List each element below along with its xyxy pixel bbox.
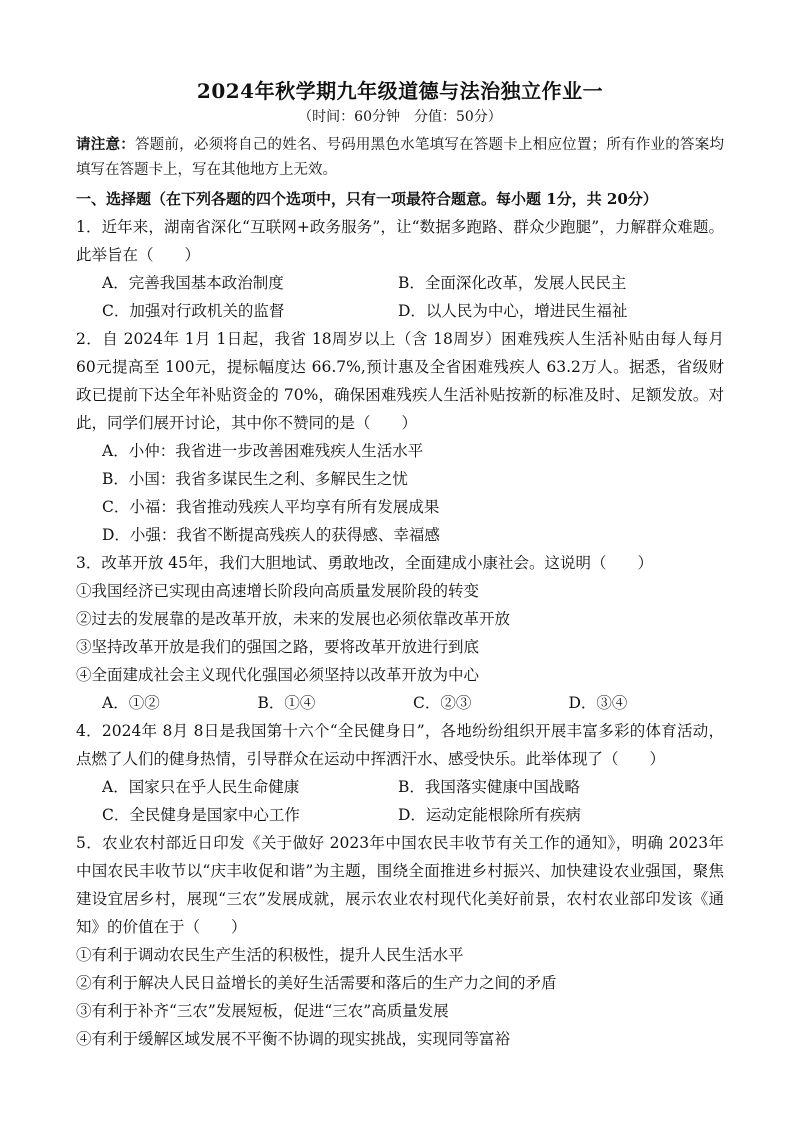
question-5 (76, 829, 724, 1053)
statement-1: ①有利于调动农民生产生活的积极性，提升人民生活水平 (76, 946, 464, 964)
option-row (76, 773, 724, 801)
question-3 (76, 549, 724, 717)
option-a: A．①② (102, 694, 160, 712)
option-c: C．②③ (413, 694, 472, 712)
option-b: B．我国落实健康中国战略 (398, 778, 580, 796)
statement-2: ②有利于解决人民日益增长的美好生活需要和落后的生产力之间的矛盾 (76, 974, 557, 992)
option-row (76, 465, 724, 493)
option-b: B．全面深化改革，发展人民民主 (398, 274, 627, 292)
worksheet-page (76, 76, 724, 1053)
question-stem: 2．自 2024年 1月 1日起，我省 18周岁以上（含 18周岁）困难残疾人生活补贴由每人每月 60元提高至 100元，提标幅度达 66.7%,预计惠及全省困难残疾人 63.2万人。据悉，省级财政已提前下达全年补贴资金的 70%，确保困难残疾人生活补贴按新的标准及时、足额发放。对此，同学们展开讨论，其中你不赞同的是（ ） (76, 330, 724, 432)
option-row (76, 521, 724, 549)
statement-1: ①我国经济已实现由高速增长阶段向高质量发展阶段的转变 (76, 582, 480, 600)
statement-4: ④全面建成社会主义现代化强国必须坚持以改革开放为中心 (76, 666, 480, 684)
question-stem: 3．改革开放 45年，我们大胆地试、勇敢地改，全面建成小康社会。这说明（ ） (76, 554, 654, 572)
question-4 (76, 717, 724, 829)
statement-4: ④有利于缓解区域发展不平衡不协调的现实挑战，实现同等富裕 (76, 1030, 511, 1048)
option-b: B．①④ (257, 694, 316, 712)
option-d: D．以人民为中心，增进民生福祉 (398, 302, 628, 320)
option-row (76, 801, 724, 829)
page-subtitle: （时间：60分钟 分值：50分） (298, 109, 502, 125)
option-a: A．小仲：我省进一步改善困难残疾人生活水平 (102, 442, 424, 460)
option-row (76, 689, 724, 717)
option-row (76, 493, 724, 521)
question-stem: 4．2024年 8月 8日是我国第十六个“全民健身日”，各地纷纷组织开展丰富多彩的体育活动，点燃了人们的健身热情，引导群众在运动中挥洒汗水、感受快乐。此举体现了（ ） (76, 722, 724, 768)
option-d: D．③④ (568, 694, 628, 712)
question-2 (76, 325, 724, 549)
question-stem: 1．近年来，湖南省深化“互联网+政务服务”，让“数据多跑路、群众少跑腿”，力解群众难题。此举旨在（ ） (76, 218, 724, 264)
statement-3: ③坚持改革开放是我们的强国之路，要将改革开放进行到底 (76, 638, 480, 656)
option-row (76, 297, 724, 325)
section-heading: 一、选择题（在下列各题的四个选项中，只有一项最符合题意。每小题 1分，共 20分） (76, 190, 658, 208)
option-d: D．小强：我省不断提高残疾人的获得感、幸福感 (102, 526, 440, 544)
statement-3: ③有利于补齐“三农”发展短板，促进“三农”高质量发展 (76, 1002, 449, 1020)
question-1 (76, 213, 724, 325)
notice-label: 请注意： (76, 136, 135, 153)
option-row (76, 437, 724, 465)
option-b: B．小国：我省多谋民生之利、多解民生之忧 (102, 470, 408, 488)
notice-paragraph (76, 132, 724, 183)
page-title: 2024年秋学期九年级道德与法治独立作业一 (196, 79, 604, 103)
statement-2: ②过去的发展靠的是改革开放，未来的发展也必须依靠改革开放 (76, 610, 511, 628)
option-row (76, 269, 724, 297)
option-c: C．全民健身是国家中心工作 (102, 806, 300, 824)
notice-text: 答题前，必须将自己的姓名、号码用黑色水笔填写在答题卡上相应位置；所有作业的答案均填写在答题卡上，写在其他地方上无效。 (76, 137, 725, 178)
question-stem: 5．农业农村部近日印发《关于做好 2023年中国农民丰收节有关工作的通知》，明确 2023年中国农民丰收节以“庆丰收促和谐”为主题，围绕全面推进乡村振兴、加快建设农业强国，聚焦建设宜居乡村，展现“三农”发展成就，展示农业农村现代化美好前景，农村农业部印发该《通知》的价值在于（ ） (76, 834, 724, 936)
option-a: A．国家只在乎人民生命健康 (102, 778, 300, 796)
option-d: D．运动定能根除所有疾病 (398, 806, 581, 824)
option-a: A．完善我国基本政治制度 (102, 274, 284, 292)
option-c: C．加强对行政机关的监督 (102, 302, 285, 320)
option-c: C．小福：我省推动残疾人平均享有所有发展成果 (102, 498, 440, 516)
